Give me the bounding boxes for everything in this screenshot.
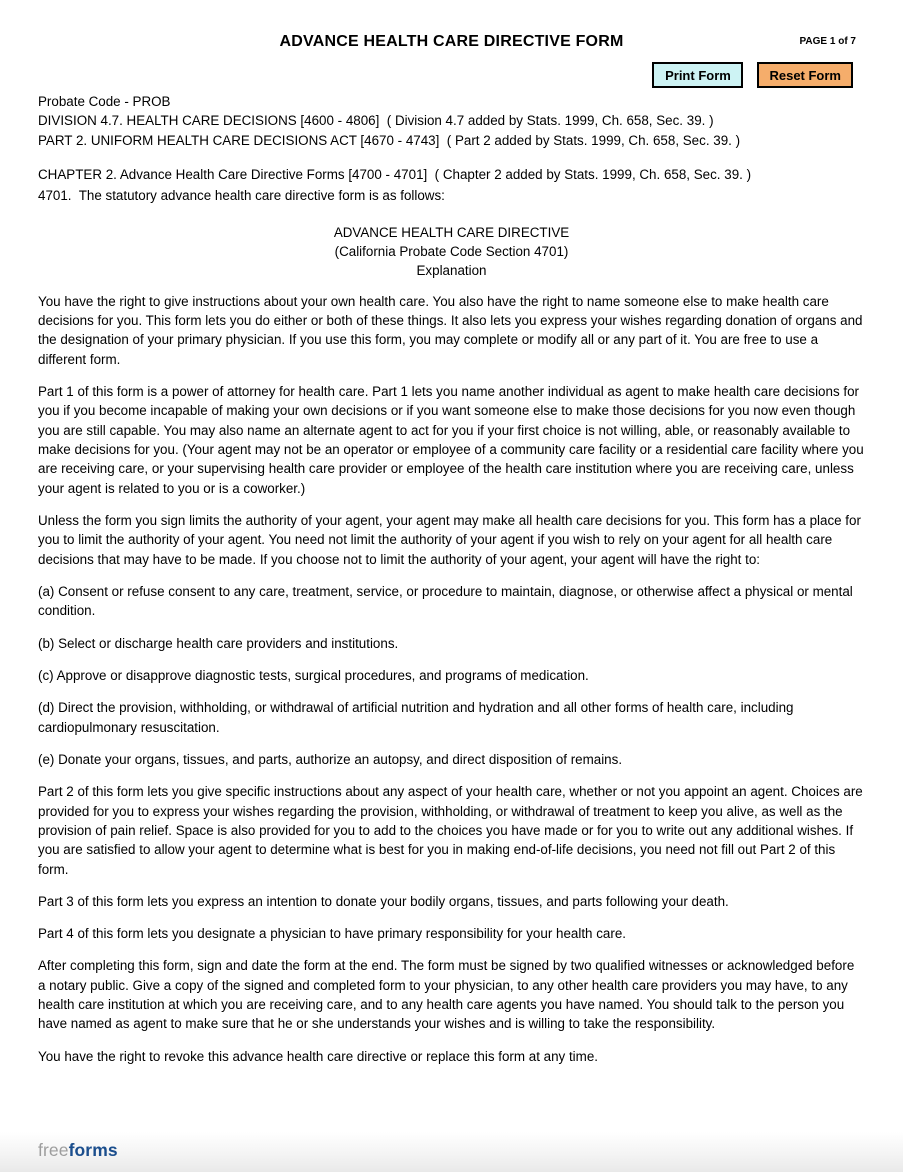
statute-part-line: PART 2. UNIFORM HEALTH CARE DECISIONS ACT [4670 - 4743] ( Part 2 added by Stats. 1999, Ch. 658, Sec. 39. ) bbox=[38, 132, 741, 148]
list-item-d: (d) Direct the provision, withholding, or withdrawal of artificial nutrition and hydration and all other forms of health care, including cardiopulmonary resuscitation. bbox=[38, 700, 794, 735]
explanation-label: Explanation bbox=[416, 263, 487, 279]
document-body bbox=[38, 92, 865, 1066]
directive-subheading: (California Probate Code Section 4701) bbox=[334, 243, 569, 259]
footer-band bbox=[0, 1132, 903, 1172]
paragraph-revoke: You have the right to revoke this advance health care directive or replace this form at any time. bbox=[38, 1048, 598, 1064]
list-item-c: (c) Approve or disapprove diagnostic tests, surgical procedures, and programs of medication. bbox=[38, 667, 589, 683]
paragraph-part4: Part 4 of this form lets you designate a physician to have primary responsibility for your health care. bbox=[38, 926, 626, 942]
form-button-row bbox=[652, 62, 853, 88]
directive-heading: ADVANCE HEALTH CARE DIRECTIVE bbox=[333, 224, 570, 240]
paragraph-agent-authority: Unless the form you sign limits the authority of your agent, your agent may make all health care decisions for you. This form has a place for you to limit the authority of your agent. You need not limit the authority of your agent if you wish to rely on your agent for all health care decisions that may have to be made. If you choose not to limit the authority of your agent, your agent will have the right to: bbox=[38, 512, 861, 567]
paragraph-part1: Part 1 of this form is a power of attorney for health care. Part 1 lets you name another individual as agent to make health care decisions for you if you become incapable of making your own decisions or if you want someone else to make those decisions for you now even though you are still capable. You may also name an alternate agent to act for you if your first choice is not willing, able, or reasonably available to make decisions for you. (Your agent may not be an operator or employee of a community care facility or a residential care facility where you are receiving care, or your supervising health care provider or employee of the health care institution where you are receiving care, unless your agent is related to you or is a coworker.) bbox=[38, 383, 864, 496]
paragraph-signing-instructions: After completing this form, sign and date the form at the end. The form must be signed by two qualified witnesses or acknowledged before a notary public. Give a copy of the signed and completed form to your physician, to any other health care providers you may have, to any health care institution at which you are receiving care, and to any health care agents you have named. You should talk to the person you have named as agent to make sure that he or she understands your wishes and is willing to take the responsibility. bbox=[38, 958, 855, 1032]
logo-text-forms: forms bbox=[68, 1140, 118, 1160]
list-item-e: (e) Donate your organs, tissues, and parts, authorize an autopsy, and direct disposition of remains. bbox=[38, 751, 623, 767]
paragraph-part2: Part 2 of this form lets you give specific instructions about any aspect of your health care, whether or not you appoint an agent. Choices are provided for you to express your wishes regarding the provision, withholding, or withdrawal of treatment to keep you alive, as well as the provision of pain relief. Space is also provided for you to add to the choices you have made or for you to write out any additional wishes. If you are satisfied to allow your agent to determine what is best for you in making end-of-life decisions, you need not fill out Part 2 of this form. bbox=[38, 784, 863, 877]
freeforms-logo bbox=[38, 1140, 118, 1161]
page-title: ADVANCE HEALTH CARE DIRECTIVE FORM bbox=[279, 33, 624, 50]
list-item-a: (a) Consent or refuse consent to any care, treatment, service, or procedure to maintain, diagnose, or otherwise affect a physical or mental condition. bbox=[38, 583, 853, 619]
paragraph-intro: You have the right to give instructions about your own health care. You also have the right to name someone else to make health care decisions for you. This form lets you do either or both of these things. It also lets you express your wishes regarding donation of organs and the designation of your primary physician. If you use this form, you may complete or modify all or any part of it. You are free to use a different form. bbox=[38, 293, 863, 367]
statute-section-line: 4701. The statutory advance health care directive form is as follows: bbox=[38, 188, 445, 204]
list-item-b: (b) Select or discharge health care providers and institutions. bbox=[38, 635, 399, 651]
statute-chapter-line: CHAPTER 2. Advance Health Care Directive Forms [4700 - 4701] ( Chapter 2 added by Stats. 1999, Ch. 658, Sec. 39. ) bbox=[38, 166, 752, 182]
print-form-button[interactable]: Print Form bbox=[652, 62, 743, 88]
directive-heading-block bbox=[38, 223, 865, 281]
paragraph-part3: Part 3 of this form lets you express an intention to donate your bodily organs, tissues, and parts following your death. bbox=[38, 893, 729, 909]
logo-text-free: free bbox=[38, 1140, 69, 1160]
statute-code-line: Probate Code - PROB bbox=[38, 94, 171, 109]
statute-division-line: DIVISION 4.7. HEALTH CARE DECISIONS [4600 - 4806] ( Division 4.7 added by Stats. 1999, Ch. 658, Sec. 39. ) bbox=[38, 113, 714, 129]
reset-form-button[interactable]: Reset Form bbox=[757, 62, 853, 88]
page-indicator: PAGE 1 of 7 bbox=[799, 36, 856, 47]
